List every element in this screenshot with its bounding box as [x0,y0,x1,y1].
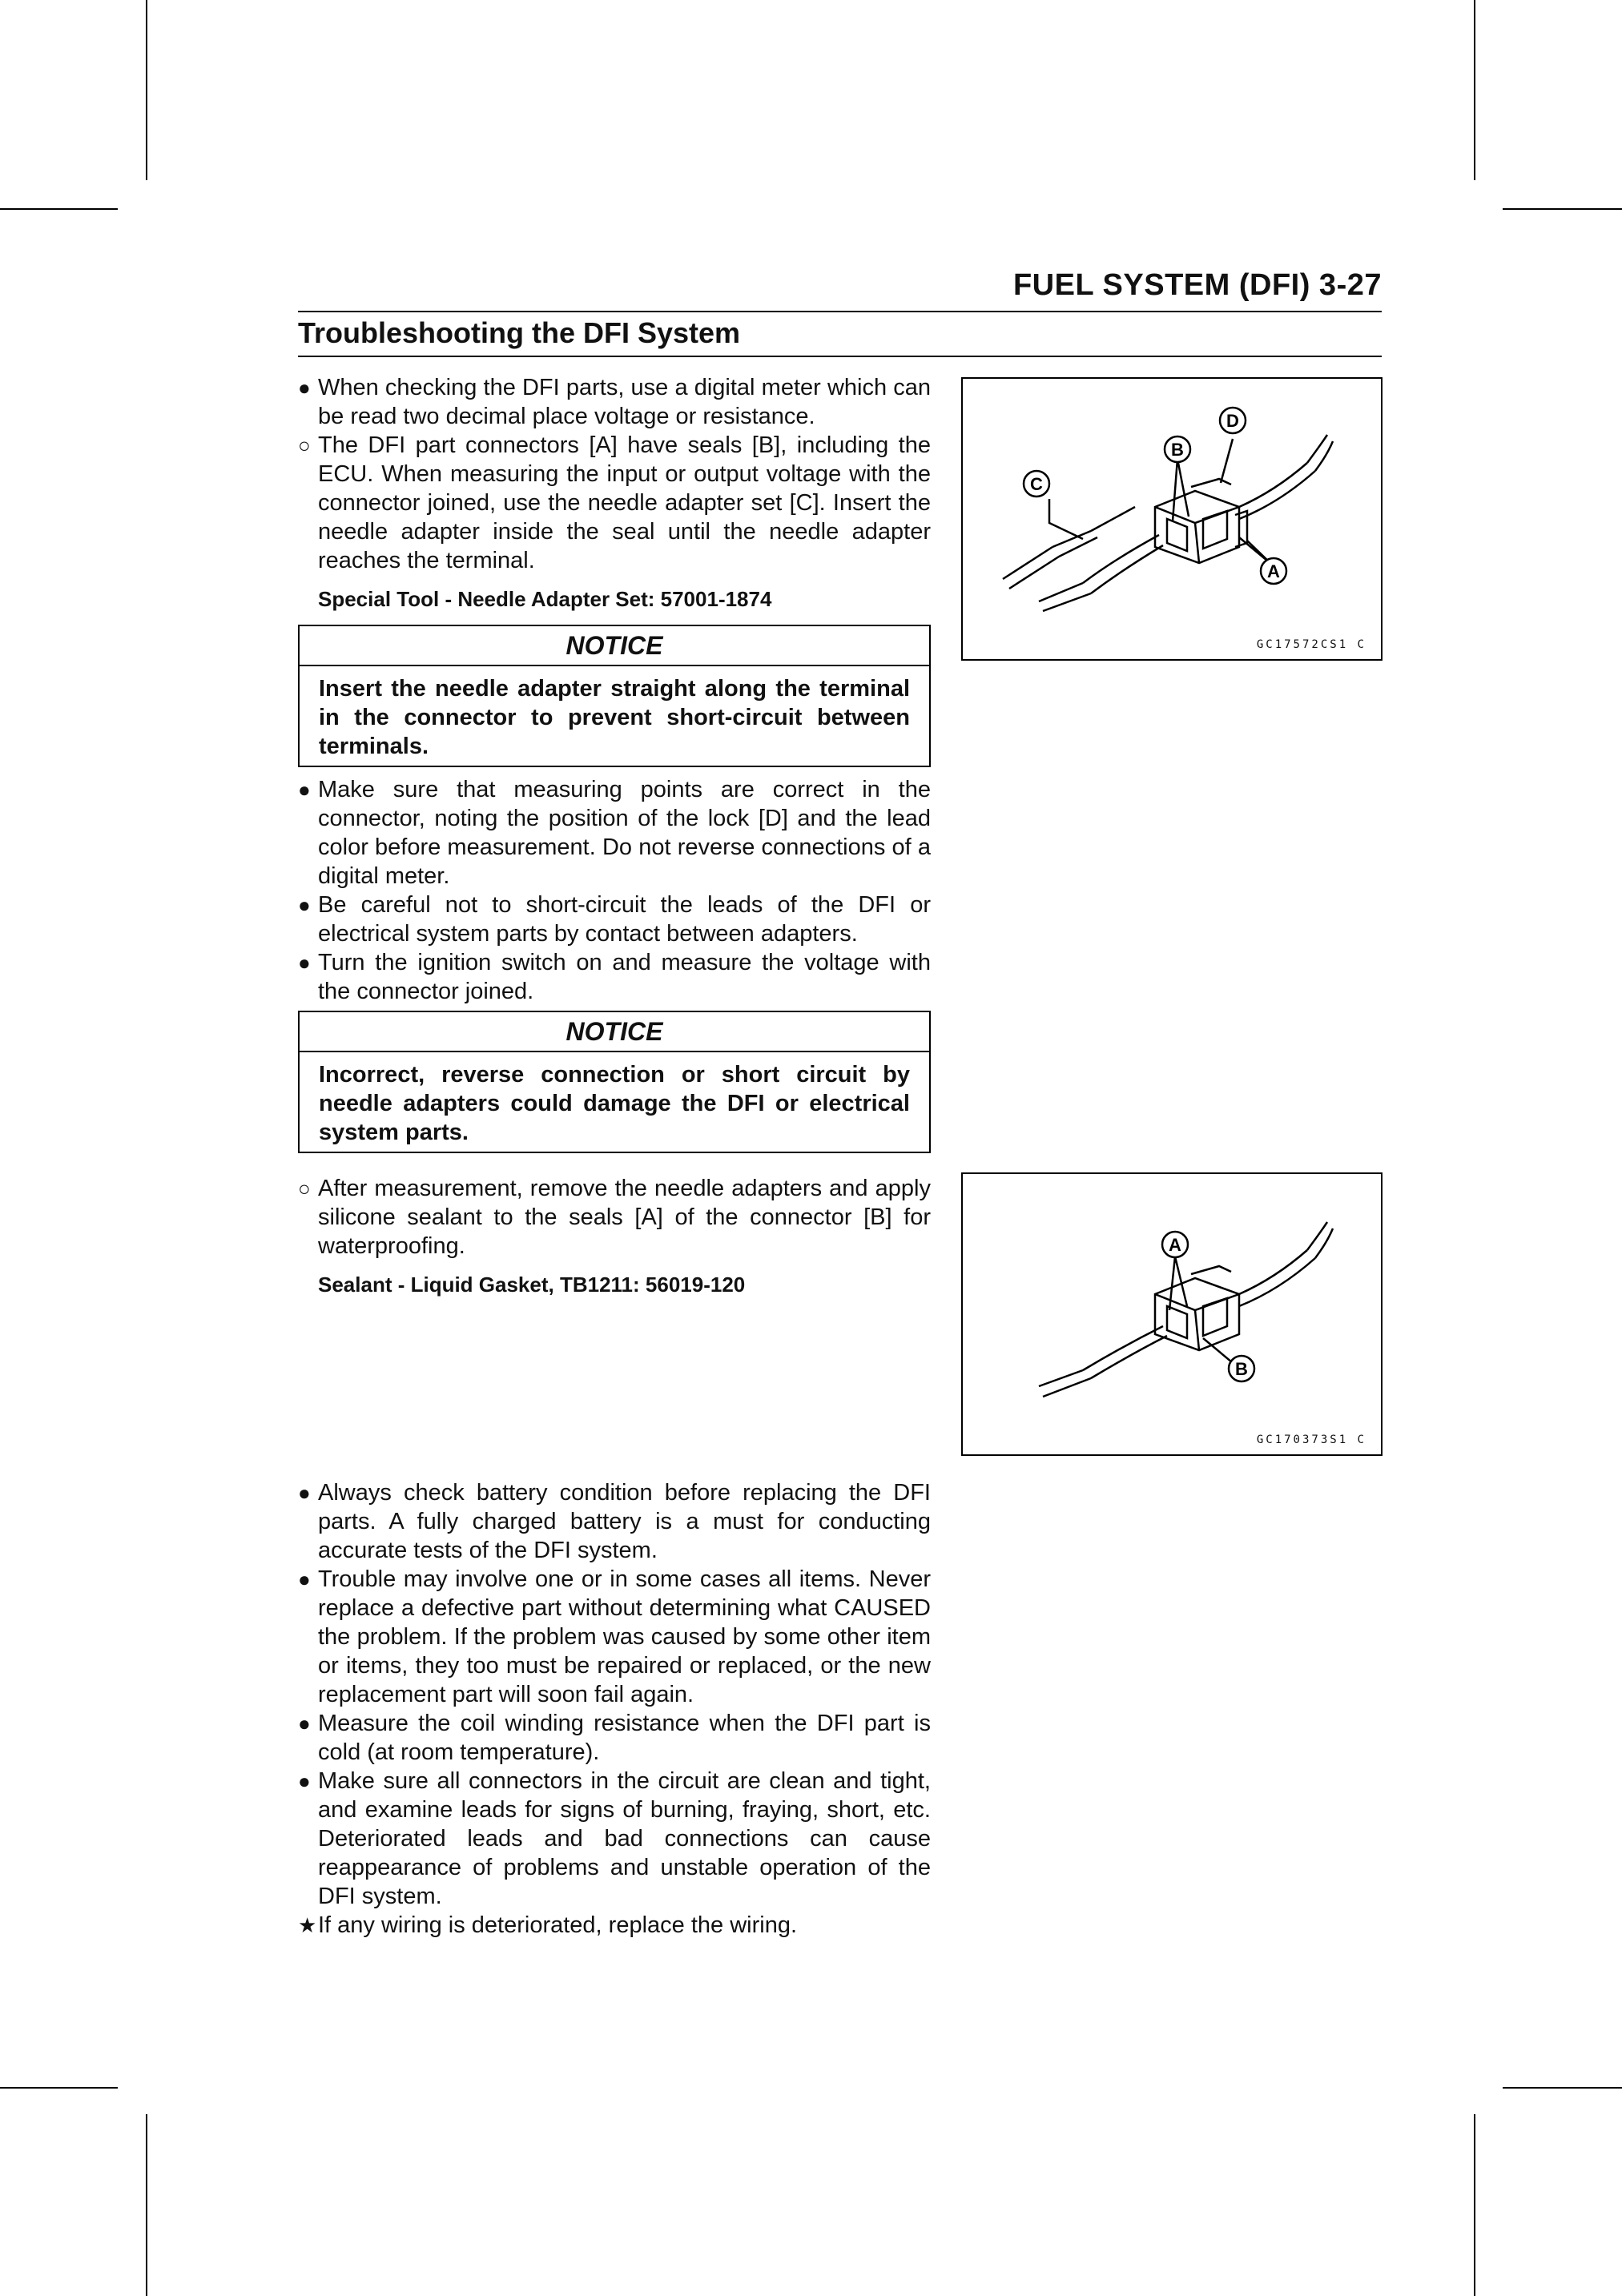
list-item-text: Make sure all connectors in the circuit are clean and tight, and examine leads for signs of burning, fraying, short, etc. Deteriorated leads and bad connections can cause reappearance of problems and unstable operation of the DFI system. [318,1768,931,1909]
crop-mark [1474,0,1475,180]
bullet-marker: ● [298,778,311,802]
crop-mark [0,2087,118,2089]
text-column-top [298,373,931,1161]
special-tool-line: Special Tool - Needle Adapter Set: 57001-1874 [318,587,772,611]
notice-box [298,625,931,767]
list-item [298,1565,931,1709]
bullet-marker: ● [298,376,311,400]
bullet-marker: ○ [298,433,311,457]
list-item [298,775,931,891]
callout-label: B [1171,440,1184,460]
callout-label: D [1226,411,1239,431]
section-rule [298,356,1382,357]
bullet-marker: ● [298,951,311,975]
list-item-text: When checking the DFI parts, use a digital meter which can be read two decimal place voltage or resistance. [318,375,931,429]
crop-mark [146,0,147,180]
list-item [298,1911,931,1940]
list-item-text: The DFI part connectors [A] have seals [B], including the ECU. When measuring the input or output voltage with the connector joined, use the needle adapter set [C]. Insert the needle adapter inside the seal until the needle adapter reaches the terminal. [318,432,931,573]
list-item [298,1478,931,1565]
connector-illustration [963,1174,1381,1454]
list-item [298,1709,931,1767]
list-item-text: After measurement, remove the needle adapters and apply silicone sealant to the seals [A] of the connector [B] for waterproofing. [318,1176,931,1259]
running-header: FUEL SYSTEM (DFI) 3-27 [1012,268,1382,302]
crop-mark [1503,208,1622,210]
crop-mark [1474,2114,1475,2296]
text-column-bottom [298,1478,931,1940]
list-item [298,431,931,575]
callout-label: A [1267,561,1280,581]
list-item [298,948,931,1006]
sealant-line: Sealant - Liquid Gasket, TB1211: 56019-120 [318,1273,746,1297]
list-item-text: Turn the ignition switch on and measure the voltage with the connector joined. [318,950,931,1004]
list-item-text: Trouble may involve one or in some cases all items. Never replace a defective part without determining what CAUSED the problem. If the problem was caused by some other item or items, they too must be repaired or replaced, or the new replacement part will soon fail again. [318,1566,931,1707]
list-item-text: Measure the coil winding resistance when the DFI part is cold (at room temperature). [318,1711,931,1765]
list-item [298,891,931,948]
figure-needle-adapter [961,377,1383,661]
bullet-marker: ● [298,1567,311,1591]
bullet-marker: ● [298,893,311,917]
callout-label: A [1169,1235,1181,1255]
list-item [298,1174,931,1261]
connector-illustration [963,379,1381,659]
bullet-marker: ★ [298,1913,317,1937]
bullet-marker: ● [298,1481,311,1505]
callout-label: B [1235,1359,1248,1379]
notice-box [298,1011,931,1153]
crop-mark [1503,2087,1622,2089]
figure-sealant [961,1172,1383,1456]
figure-code: GC170373S1 C [1256,1433,1366,1446]
crop-mark [0,208,118,210]
list-item-text: Be careful not to short-circuit the leads of the DFI or electrical system parts by contact between adapters. [318,892,931,947]
notice-body: Incorrect, reverse connection or short circuit by needle adapters could damage the DFI or electrical system parts. [319,1062,910,1145]
list-item-text: If any wiring is deteriorated, replace the wiring. [318,1912,798,1938]
bullet-marker: ○ [298,1176,311,1200]
crop-mark [146,2114,147,2296]
notice-title: NOTICE [300,626,929,666]
section-title: Troubleshooting the DFI System [298,316,741,349]
list-item [298,1767,931,1911]
header-rule [298,311,1382,312]
callout-label: C [1030,474,1043,494]
list-item-text: Always check battery condition before replacing the DFI parts. A fully charged battery is a must for conducting accurate tests of the DFI system. [318,1480,931,1563]
bullet-marker: ● [298,1769,311,1793]
bullet-marker: ● [298,1711,311,1735]
text-column-middle [298,1174,931,1310]
list-item-text: Make sure that measuring points are correct in the connector, noting the position of the lock [D] and the lead color before measurement. Do not reverse connections of a digital meter. [318,777,931,889]
figure-code: GC17572CS1 C [1256,638,1366,651]
list-item [298,373,931,431]
notice-body: Insert the needle adapter straight along the terminal in the connector to prevent short-circuit between terminals. [319,676,910,759]
notice-title: NOTICE [300,1012,929,1052]
